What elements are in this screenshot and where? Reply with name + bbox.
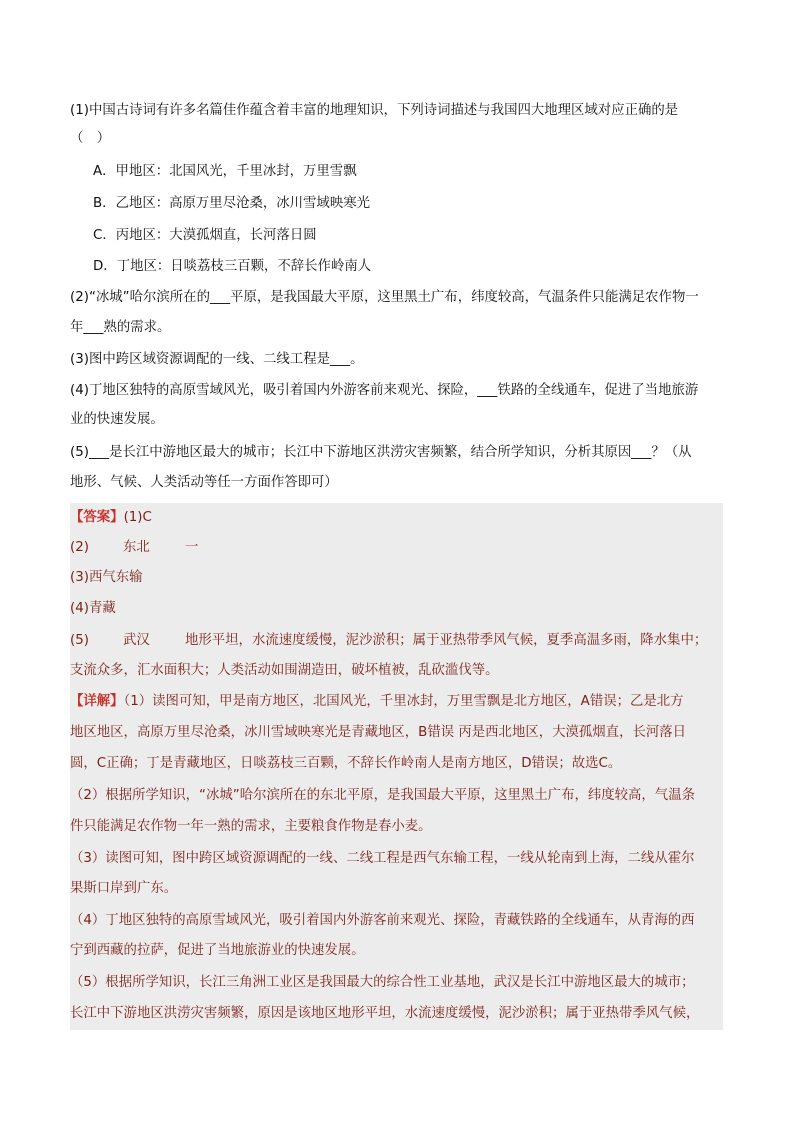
q2-line1: (2)“冰城”哈尔滨所在的___平原，是我国最大平原，这里黑土广布，纬度较高，气温条件只能满足农作物一: [70, 290, 699, 305]
answer-5-value2: 地形平坦，水流速度缓慢，泥沙淤积；属于亚热带季风气候，夏季高温多雨，降水集中；: [185, 633, 708, 648]
answer-5-num: (5): [70, 633, 89, 648]
detail-1-line1: （1）读图可知，甲是南方地区，北国风光，千里冰封，万里雪飘是北方地区，A错误；乙是北方: [123, 694, 684, 709]
q5-line2: 地形、气候、人类活动等任一方面作答即可）: [70, 475, 338, 490]
answer-2-value1: 东北: [123, 540, 150, 555]
answer-1: (1)C: [123, 510, 152, 525]
answer-tag: 【答案】: [70, 510, 124, 525]
answer-3: (3)西气东输: [70, 570, 143, 585]
option-c: C．丙地区：大漠孤烟直，长河落日圆: [93, 228, 317, 243]
option-a: A．甲地区：北国风光，千里冰封，万里雪飘: [93, 164, 357, 179]
detail-3-line1: （3）读图可知，图中跨区域资源调配的一线、二线工程是西气东输工程，一线从轮南到上海，二线从霍尔: [70, 851, 695, 866]
answer-2-num: (2): [70, 540, 89, 555]
answer-line5: [70, 628, 723, 654]
answer-2-value2: 一: [185, 540, 199, 555]
detail-5-line1: （5）根据所学知识，长江三角洲工业区是我国最大的综合性工业基地，武汉是长江中游地区最大的城市；: [70, 975, 695, 990]
detail-1-line2: 地区地区，高原万里尽沧桑，冰川雪域映寒光是青藏地区，B错误 丙是西北地区，大漠孤烟直，长河落日: [70, 725, 687, 740]
q5-line1: (5)___是长江中游地区最大的城市；长江中下游地区洪涝灾害频繁，结合所学知识，分析其原因___？（从: [70, 445, 692, 460]
q1-line1: (1)中国古诗词有许多名篇佳作蕴含着丰富的地理知识，下列诗词描述与我国四大地理区域对应正确的是: [70, 103, 679, 118]
detail-4-line2: 宁到西藏的拉萨，促进了当地旅游业的快速发展。: [70, 943, 365, 958]
option-b: B．乙地区：高原万里尽沧桑，冰川雪域映寒光: [93, 196, 370, 211]
detail-2-line2: 件只能满足农作物一年一熟的需求，主要粮食作物是春小麦。: [70, 819, 432, 834]
answer-5-value1: 武汉: [123, 633, 150, 648]
answer-line2: [70, 535, 723, 561]
answer-5-line2: 支流众多，汇水面积大；人类活动如围湖造田，破坏植被，乱砍滥伐等。: [70, 663, 499, 678]
q1-line2: （ ）: [70, 131, 111, 146]
q4-line1: (4)丁地区独特的高原雪域风光，吸引着国内外游客前来观光、探险，___铁路的全线通车，促进了当地旅游: [70, 383, 699, 398]
answer-line1: [70, 505, 723, 531]
detail-5-line2: 长江中下游地区洪涝灾害频繁，原因是该地区地形平坦，水流速度缓慢，泥沙淤积；属于亚热带季风气候，: [70, 1006, 700, 1021]
detail-2-line1: （2）根据所学知识，“冰城”哈尔滨所在的东北平原，是我国最大平原，这里黑土广布，纬度较高，气温条: [70, 788, 695, 803]
detail-3-line2: 果斯口岸到广东。: [70, 881, 178, 896]
detail-4-line1: （4）丁地区独特的高原雪域风光，吸引着国内外游客前来观光、探险，青藏铁路的全线通车，从青海的西: [70, 913, 695, 928]
answer-4: (4)青藏: [70, 601, 116, 616]
q3: (3)图中跨区域资源调配的一线、二线工程是___。: [70, 352, 364, 367]
q4-line2: 业的快速发展。: [70, 412, 164, 427]
detail-tag: 【详解】: [70, 694, 124, 709]
detail-1-line3: 圆，C正确；丁是青藏地区，日啖荔枝三百颗，不辞长作岭南人是南方地区，D错误；故选C。: [70, 756, 622, 771]
q2-line2: 年___熟的需求。: [70, 320, 171, 335]
detail-line1: [70, 689, 723, 715]
option-d: D．丁地区：日啖荔枝三百颗，不辞长作岭南人: [93, 259, 372, 274]
